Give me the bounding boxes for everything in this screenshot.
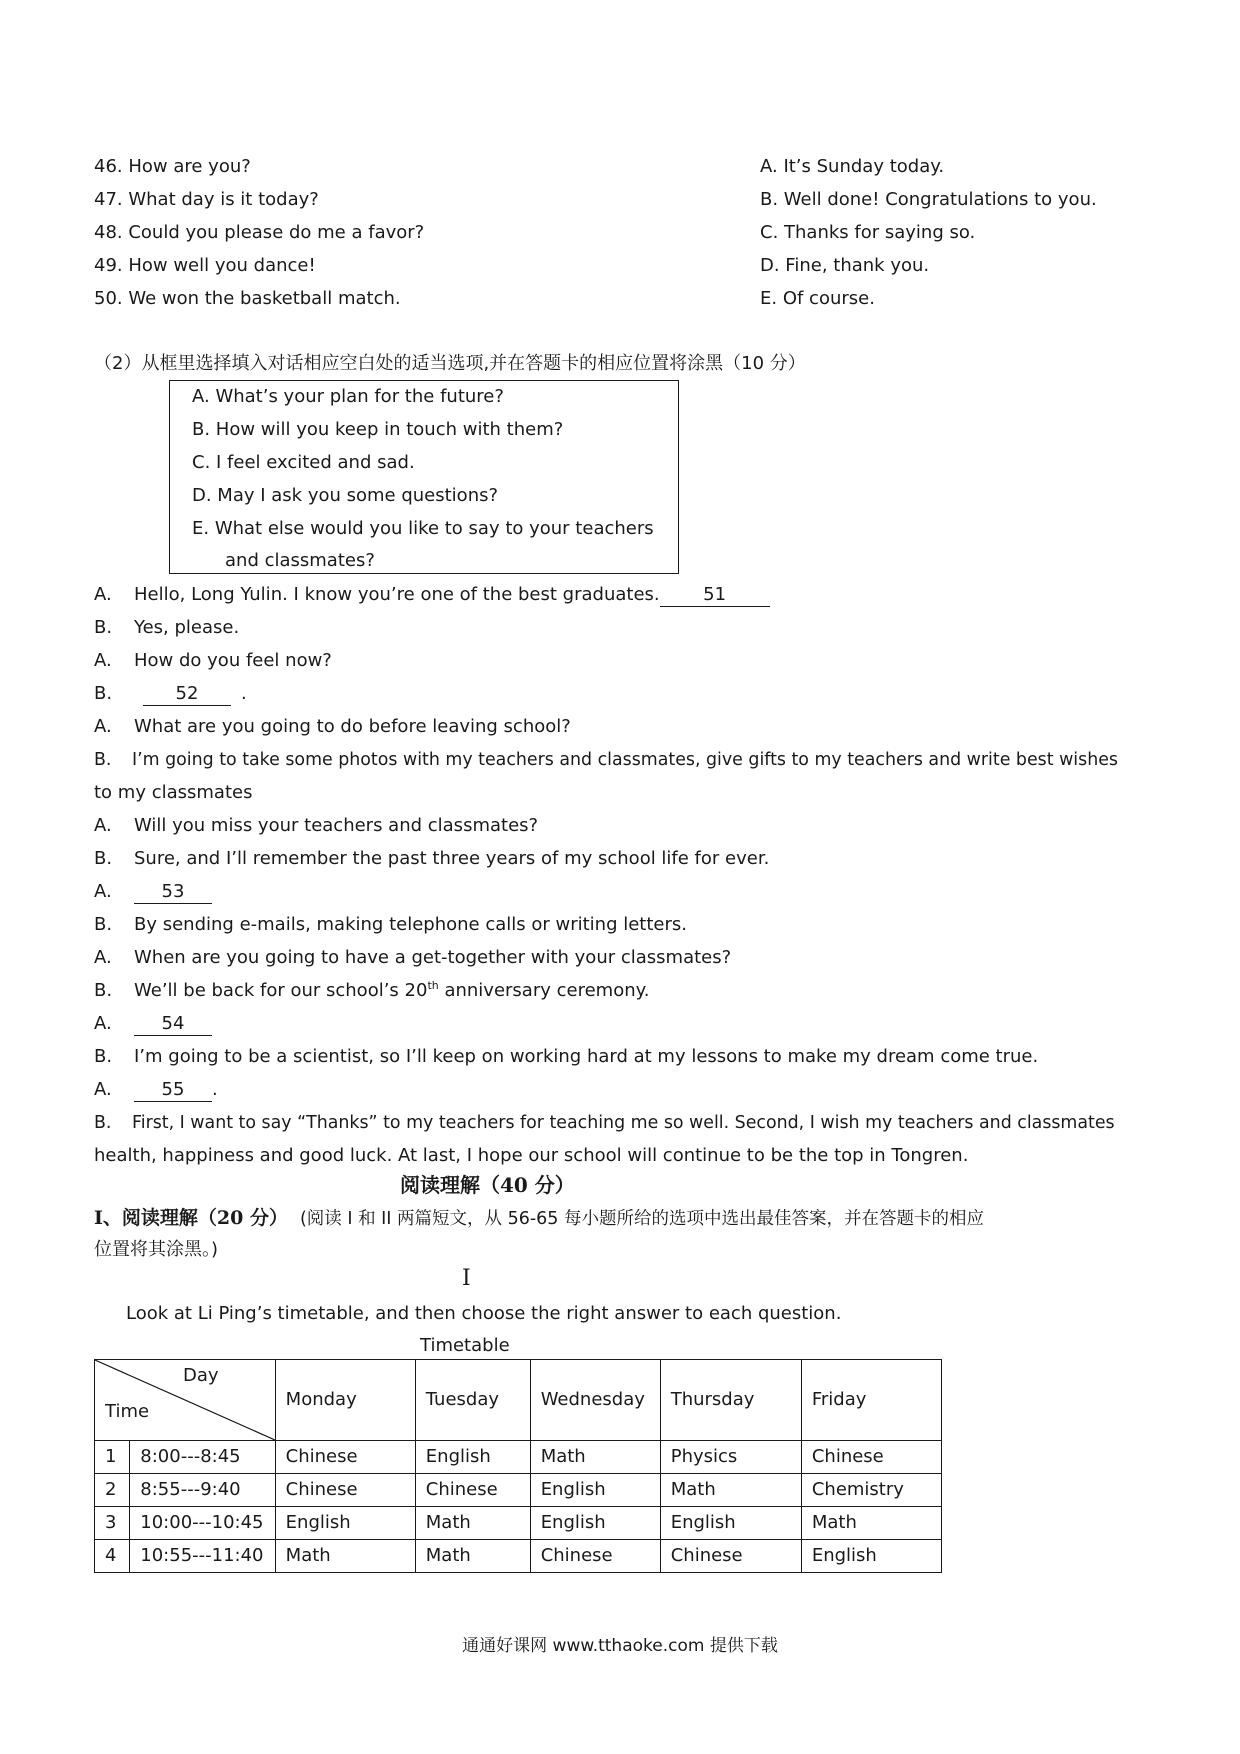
dialogue-line-13 <box>94 1012 212 1036</box>
subject-cell: Chinese <box>530 1540 660 1573</box>
subject-cell: English <box>530 1507 660 1540</box>
dialogue-text: How do you feel now? <box>134 650 332 671</box>
answer-c: C. Thanks for saying so. <box>760 222 976 243</box>
dialogue-text: Hello, Long Yulin. I know you’re one of the best graduates. <box>134 584 660 605</box>
answer-d: D. Fine, thank you. <box>760 255 930 276</box>
question-47: 47. What day is it today? <box>94 189 319 210</box>
speaker: B. <box>94 848 113 869</box>
dialogue-line-6-cont: to my classmates <box>94 782 253 803</box>
blank-53[interactable]: 53 <box>134 881 212 904</box>
subject-cell: Math <box>530 1441 660 1474</box>
subject-cell: English <box>530 1474 660 1507</box>
day-header: Thursday <box>660 1360 801 1441</box>
timetable-row <box>95 1474 942 1507</box>
blank-54[interactable]: 54 <box>134 1013 212 1036</box>
subject-cell: Chinese <box>415 1474 530 1507</box>
dialogue-line-5 <box>94 715 571 739</box>
subject-cell: Math <box>415 1540 530 1573</box>
timetable-header-row <box>95 1360 942 1441</box>
ordinal-superscript: th <box>427 979 439 992</box>
option-e: E. What else would you like to say to your teachers <box>192 518 654 539</box>
dialogue-line-4 <box>94 682 247 706</box>
question-49: 49. How well you dance! <box>94 255 316 276</box>
dialogue-line-15 <box>94 1078 218 1102</box>
speaker: B. <box>94 683 113 704</box>
dialogue-line-3 <box>94 649 332 673</box>
speaker: A. <box>94 1079 112 1100</box>
speaker: A. <box>94 881 112 902</box>
subject-cell: Chinese <box>275 1441 415 1474</box>
day-header: Friday <box>801 1360 941 1441</box>
dialogue-line-14 <box>94 1045 1038 1069</box>
dialogue-text: anniversary ceremony. <box>438 980 650 1001</box>
speaker: A. <box>94 947 112 968</box>
timetable-corner-cell <box>95 1360 276 1441</box>
dialogue-text: When are you going to have a get-together with your classmates? <box>134 947 732 968</box>
speaker: B. <box>94 1046 113 1067</box>
dialogue-line-1 <box>94 583 770 607</box>
dialogue-text: Will you miss your teachers and classmates? <box>134 815 539 836</box>
speaker: B. <box>94 914 113 935</box>
blank-51[interactable]: 51 <box>660 584 770 607</box>
option-d: D. May I ask you some questions? <box>192 485 499 506</box>
period-time: 10:00---10:45 <box>130 1507 275 1540</box>
corner-time-label: Time <box>105 1401 150 1422</box>
section2-instruction: （2）从框里选择填入对话相应空白处的适当选项,并在答题卡的相应位置将涂黑（10 分） <box>94 353 806 374</box>
reading-subheading-bold: I、阅读理解（20 分） <box>94 1207 288 1229</box>
dialogue-line-10 <box>94 913 687 937</box>
table-caption: Timetable <box>420 1335 510 1356</box>
subject-cell: Math <box>660 1474 801 1507</box>
subject-cell: Physics <box>660 1441 801 1474</box>
dialogue-line-12 <box>94 979 649 1003</box>
speaker: A. <box>94 650 112 671</box>
subject-cell: English <box>275 1507 415 1540</box>
dialogue-line-7 <box>94 814 538 838</box>
speaker: A. <box>94 716 112 737</box>
dialogue-text: We’ll be back for our school’s 20 <box>134 980 428 1001</box>
speaker: B. <box>94 1113 112 1133</box>
day-header: Wednesday <box>530 1360 660 1441</box>
dialogue-text: What are you going to do before leaving school? <box>134 716 571 737</box>
option-b: B. How will you keep in touch with them? <box>192 419 564 440</box>
period-number: 2 <box>95 1474 130 1507</box>
option-c: C. I feel excited and sad. <box>192 452 415 473</box>
period-time: 8:55---9:40 <box>130 1474 275 1507</box>
blank-52[interactable]: 52 <box>143 683 231 706</box>
question-48: 48. Could you please do me a favor? <box>94 222 425 243</box>
speaker: B. <box>94 980 113 1001</box>
dialogue-text: I’m going to take some photos with my teachers and classmates, give gifts to my teachers and write best wishes <box>132 750 1118 770</box>
day-header: Monday <box>275 1360 415 1441</box>
question-50: 50. We won the basketball match. <box>94 288 401 309</box>
page-footer: 通通好课网 www.tthaoke.com 提供下载 <box>462 1636 778 1656</box>
dialogue-line-16-cont: health, happiness and good luck. At last, I hope our school will continue to be the top in Tongren. <box>94 1145 969 1166</box>
subject-cell: Math <box>801 1507 941 1540</box>
dialogue-text: First, I want to say “Thanks” to my teachers for teaching me so well. Second, I wish my teachers and classmates <box>132 1113 1115 1133</box>
corner-day-label: Day <box>183 1365 219 1386</box>
dialogue-line-9 <box>94 880 212 904</box>
period-number: 4 <box>95 1540 130 1573</box>
dialogue-line-8 <box>94 847 769 871</box>
reading-subheading-cont: 位置将其涂黑。) <box>94 1239 219 1260</box>
subject-cell: English <box>415 1441 530 1474</box>
period-number: 3 <box>95 1507 130 1540</box>
punctuation: . <box>212 1079 218 1100</box>
punctuation: . <box>241 683 247 704</box>
option-e-continued: and classmates? <box>225 550 375 571</box>
reading-subheading-text: (阅读 I 和 II 两篇短文，从 56-65 每小题所给的选项中选出最佳答案，并在答题卡的相应 <box>299 1209 984 1229</box>
speaker: A. <box>94 584 112 605</box>
subject-cell: English <box>801 1540 941 1573</box>
timetable-row <box>95 1540 942 1573</box>
dialogue-line-6 <box>94 748 1118 772</box>
answer-e: E. Of course. <box>760 288 875 309</box>
option-a: A. What’s your plan for the future? <box>192 386 504 407</box>
dialogue-text: I’m going to be a scientist, so I’ll keep on working hard at my lessons to make my dream come true. <box>134 1046 1039 1067</box>
dialogue-line-16 <box>94 1111 1115 1135</box>
blank-55[interactable]: 55 <box>134 1079 212 1102</box>
speaker: A. <box>94 815 112 836</box>
dialogue-text: Yes, please. <box>134 617 240 638</box>
subject-cell: Math <box>415 1507 530 1540</box>
dialogue-text: By sending e-mails, making telephone calls or writing letters. <box>134 914 687 935</box>
day-header: Tuesday <box>415 1360 530 1441</box>
subject-cell: Math <box>275 1540 415 1573</box>
answer-a: A. It’s Sunday today. <box>760 156 945 177</box>
passage-intro: Look at Li Ping’s timetable, and then choose the right answer to each question. <box>126 1303 842 1324</box>
dialogue-text: Sure, and I’ll remember the past three years of my school life for ever. <box>134 848 770 869</box>
subject-cell: Chemistry <box>801 1474 941 1507</box>
timetable-row <box>95 1507 942 1540</box>
options-box <box>169 380 679 574</box>
speaker: B. <box>94 750 112 770</box>
timetable <box>94 1359 942 1573</box>
subject-cell: Chinese <box>275 1474 415 1507</box>
speaker: A. <box>94 1013 112 1034</box>
passage-number: I <box>462 1266 471 1291</box>
speaker: B. <box>94 617 113 638</box>
timetable-row <box>95 1441 942 1474</box>
period-time: 10:55---11:40 <box>130 1540 275 1573</box>
reading-title: 阅读理解（40 分） <box>400 1173 575 1197</box>
subject-cell: Chinese <box>801 1441 941 1474</box>
reading-subheading <box>94 1206 984 1231</box>
period-time: 8:00---8:45 <box>130 1441 275 1474</box>
question-46: 46. How are you? <box>94 156 251 177</box>
dialogue-line-2 <box>94 616 239 640</box>
answer-b: B. Well done! Congratulations to you. <box>760 189 1097 210</box>
period-number: 1 <box>95 1441 130 1474</box>
subject-cell: Chinese <box>660 1540 801 1573</box>
dialogue-line-11 <box>94 946 731 970</box>
subject-cell: English <box>660 1507 801 1540</box>
